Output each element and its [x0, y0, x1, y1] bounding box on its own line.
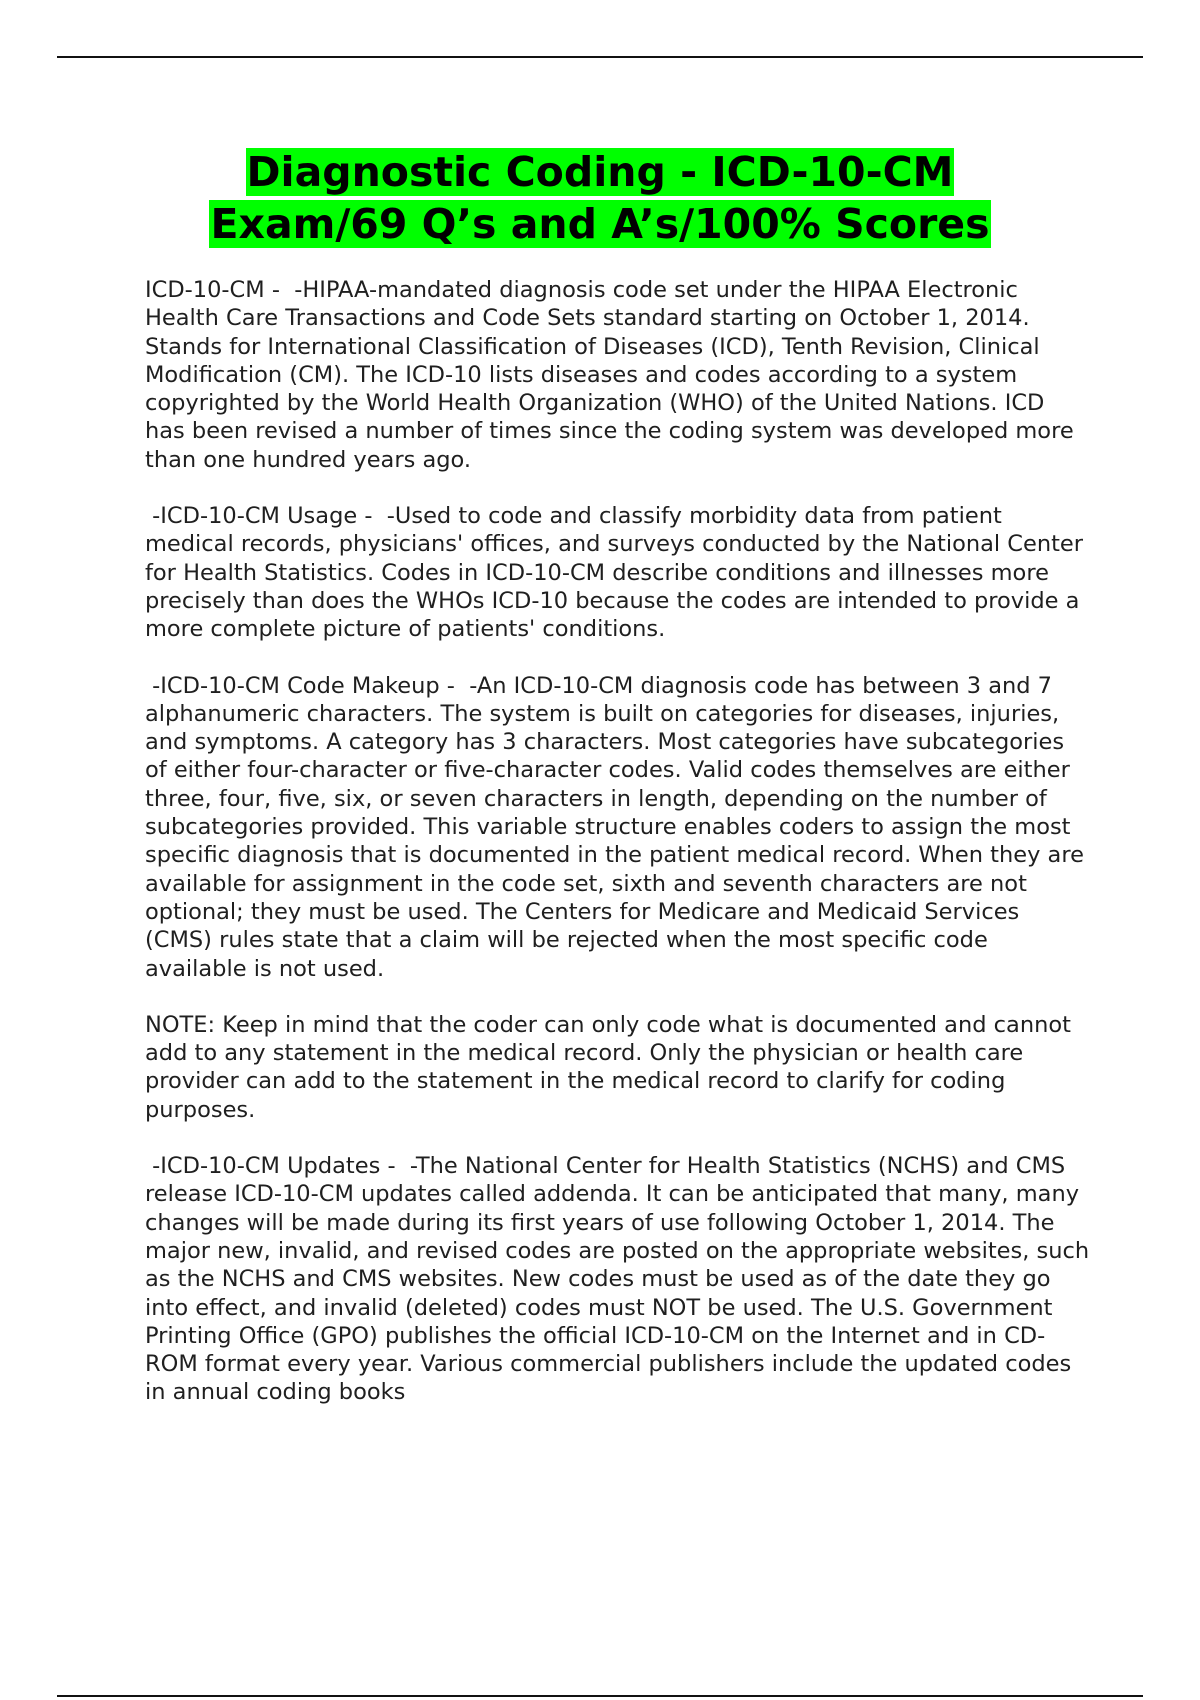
- bottom-divider: [57, 1695, 1143, 1697]
- top-divider: [57, 56, 1143, 58]
- paragraph-icd10cm-usage: -ICD-10-CM Usage - -Used to code and classify morbidity data from patient medical records, physicians' offices, and surveys conducted by the National Center for Health Statistics. Codes in ICD-10-CM describe conditions and illnesses more precisely than does the WHOs ICD-10 because the codes are intended to provide a more complete picture of patients' conditions.: [145, 503, 1091, 643]
- paragraph-icd10cm-definition: ICD-10-CM - -HIPAA-mandated diagnosis code set under the HIPAA Electronic Health Care Transactions and Code Sets standard starting on October 1, 2014. Stands for International Classification of Diseases (ICD), Tenth Revision, Clinical Modification (CM). The ICD-10 lists diseases and codes according to a system copyrighted by the World Health Organization (WHO) of the United Nations. ICD has been revised a number of times since the coding system was developed more than one hundred years ago.: [145, 277, 1081, 473]
- title-line-2: Exam/69 Q’s and A’s/100% Scores: [210, 200, 990, 248]
- title-line-1: Diagnostic Coding - ICD-10-CM: [246, 148, 954, 196]
- paragraph-icd10cm-updates: -ICD-10-CM Updates - -The National Center for Health Statistics (NCHS) and CMS release ICD-10-CM updates called addenda. It can be anticipated that many, many changes will be made during its first years of use following October 1, 2014. The major new, invalid, and revised codes are posted on the appropriate websites, such as the NCHS and CMS websites. New codes must be used as of the date they go into effect, and invalid (deleted) codes must NOT be used. The U.S. Government Printing Office (GPO) publishes the official ICD-10-CM on the Internet and in CD-ROM format every year. Various commercial publishers include the updated codes in annual coding books: [145, 1153, 1097, 1406]
- document-body: [145, 276, 1097, 1435]
- document-title: [0, 146, 1200, 250]
- title-block: [0, 146, 1200, 250]
- paragraph-note: NOTE: Keep in mind that the coder can only code what is documented and cannot add to any statement in the medical record. Only the physician or health care provider can add to the statement in the medical record to clarify for coding purposes.: [145, 1011, 1079, 1123]
- paragraph-icd10cm-code-makeup: -ICD-10-CM Code Makeup - -An ICD-10-CM diagnosis code has between 3 and 7 alphanumeric characters. The system is built on categories for diseases, injuries, and symptoms. A category has 3 characters. Most categories have subcategories of either four-character or five-character codes. Valid codes themselves are either three, four, five, six, or seven characters in length, depending on the number of subcategories provided. This variable structure enables coders to assign the most specific diagnosis that is documented in the patient medical record. When they are available for assignment in the code set, sixth and seventh characters are not optional; they must be used. The Centers for Medicare and Medicaid Services (CMS) rules state that a claim will be rejected when the most specific code available is not used.: [145, 672, 1092, 982]
